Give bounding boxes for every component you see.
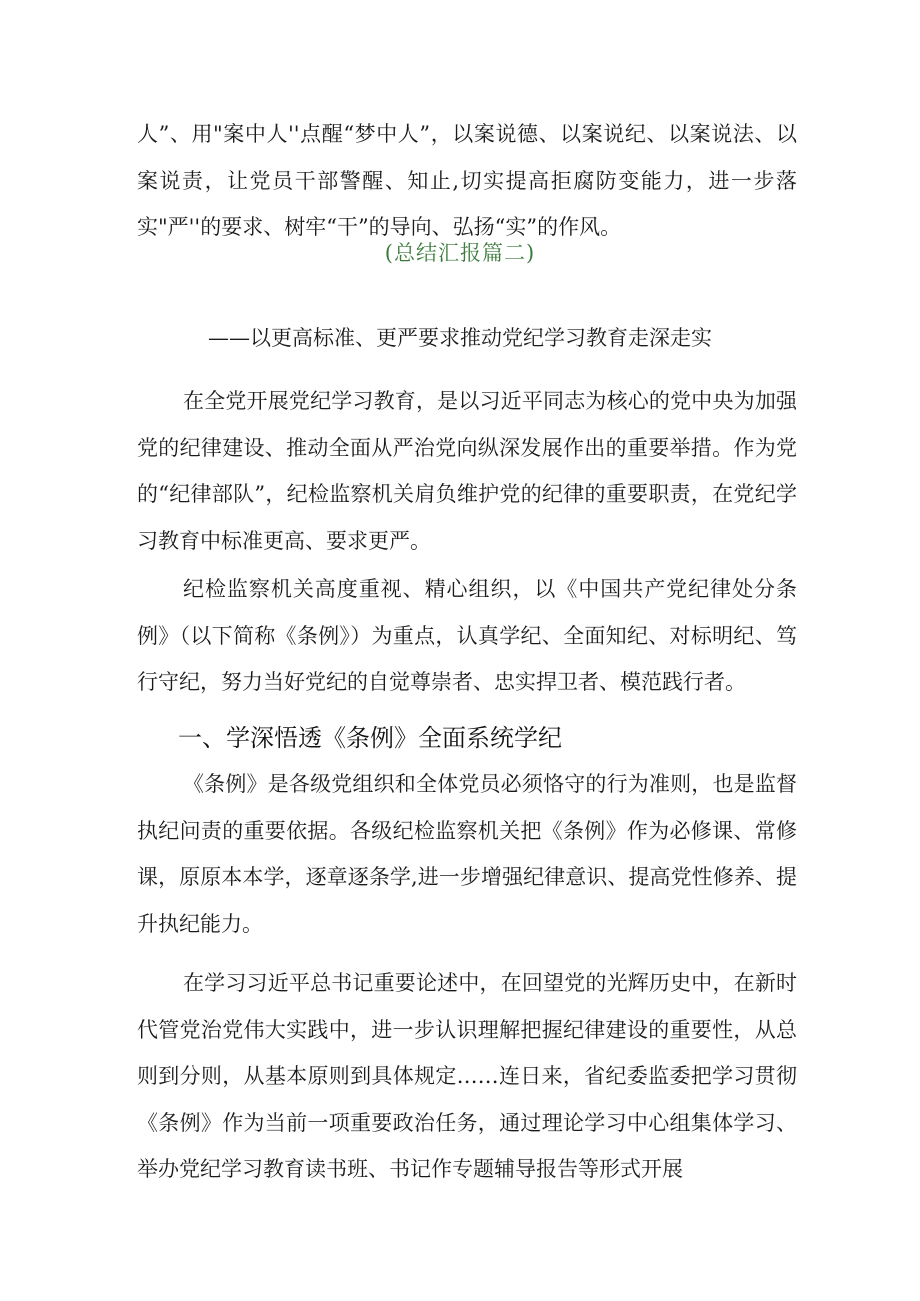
paragraph-continued: 人”、用"案中人''点醒“梦中人”，以案说德、以案说纪、以案说法、以案说责，让党员干部警醒、知止,切实提高拒腐防变能力，进一步落实"严''的要求、树牢“干”的导向、弘扬“实”的作风。 xyxy=(137,122,797,239)
paragraph-regulation: 《条例》是各级党组织和全体党员必须恪守的行为准则，也是监督执纪问责的重要依据。各级纪检监察机关把《条例》作为必修课、常修课，原原本本学，逐章逐条学,进一步增强纪律意识、提高党性修养、提升执纪能力。 xyxy=(137,772,797,936)
paragraph-intro: 在全党开展党纪学习教育，是以习近平同志为核心的党中央为加强党的纪律建设、推动全面从严治党向纵深发展作出的重要举措。作为党的“纪律部队”，纪检监察机关肩负维护党的纪律的重要职责，在党纪学习教育中标准更高、要求更严。 xyxy=(137,389,797,553)
section-title: (总结汇报篇二) xyxy=(384,241,536,265)
heading-one: 一、学深悟透《条例》全面系统学纪 xyxy=(178,724,562,752)
paragraph-focus: 纪检监察机关高度重视、精心组织，以《中国共产党纪律处分条例》（以下简称《条例》）为重点，认真学纪、全面知纪、对标明纪、笃行守纪，努力当好党纪的自觉尊崇者、忠实捍卫者、模范践行者。 xyxy=(137,577,797,694)
subtitle: ——以更高标准、更严要求推动党纪学习教育走深走实 xyxy=(208,326,712,350)
paragraph-study: 在学习习近平总书记重要论述中，在回望党的光辉历史中，在新时代管党治党伟大实践中，进一步认识理解把握纪律建设的重要性，从总则到分则，从基本原则到具体规定……连日来，省纪委监委把学习贯彻《条例》作为当前一项重要政治任务，通过理论学习中心组集体学习、举办党纪学习教育读书班、书记作专题辅导报告等形式开展 xyxy=(137,971,797,1181)
